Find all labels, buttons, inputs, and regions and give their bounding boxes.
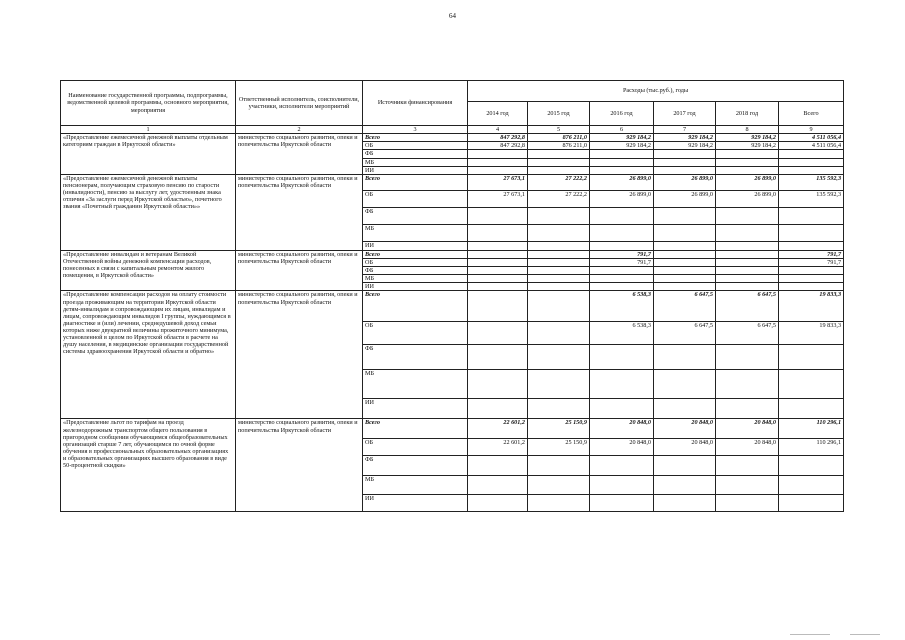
amount-cell [468,224,528,241]
amount-cell [468,241,528,250]
amount-cell [590,283,654,291]
amount-cell [716,250,779,258]
amount-cell [654,370,716,399]
amount-cell [716,345,779,370]
amount-cell: 6 538,3 [590,291,654,322]
amount-cell [590,495,654,512]
amount-cell: 26 899,0 [590,174,654,190]
amount-cell [528,283,590,291]
amount-cell [716,258,779,266]
measure-name: «Предоставление инвалидам и ветеранам Великой Отечественной войны денежной компенсации расходов, понесенных в связи с капитальным ремонтом жилого помещения, в Иркутской области» [61,250,236,291]
amount-cell [528,241,590,250]
header-executor: Ответственный исполнитель, соисполнители, участники, исполнители мероприятий [236,81,363,126]
total-cell [779,166,844,174]
column-number: 8 [716,126,779,134]
amount-cell [654,158,716,166]
funding-source: ИИ [363,241,468,250]
funding-source: ФБ [363,345,468,370]
amount-cell [590,166,654,174]
amount-cell [590,224,654,241]
amount-cell [716,150,779,158]
amount-cell [654,283,716,291]
amount-cell [654,267,716,275]
amount-cell [716,476,779,495]
funding-source: Всего [363,134,468,142]
amount-cell [468,291,528,322]
amount-cell [528,267,590,275]
total-cell [779,476,844,495]
amount-cell: 6 647,5 [654,322,716,345]
amount-cell: 929 184,2 [716,142,779,150]
amount-cell [716,166,779,174]
total-cell [779,283,844,291]
amount-cell [468,456,528,476]
amount-cell [654,476,716,495]
scan-artifact [790,634,830,635]
table-row [61,291,844,322]
measure-name: «Предоставление ежемесячной денежной выплаты отдельным категориям граждан в Иркутской области» [61,134,236,175]
amount-cell: 25 150,9 [528,439,590,456]
column-number: 6 [590,126,654,134]
amount-cell [654,399,716,419]
total-cell [779,370,844,399]
amount-cell: 929 184,2 [716,134,779,142]
amount-cell [468,150,528,158]
amount-cell: 26 899,0 [716,190,779,207]
amount-cell: 876 211,0 [528,142,590,150]
amount-cell: 929 184,2 [654,134,716,142]
total-cell [779,150,844,158]
total-cell [779,224,844,241]
total-cell: 19 833,3 [779,322,844,345]
total-cell: 135 592,3 [779,190,844,207]
amount-cell [468,250,528,258]
total-cell: 791,7 [779,258,844,266]
amount-cell: 20 848,0 [716,419,779,439]
funding-source: ИИ [363,283,468,291]
amount-cell: 20 848,0 [590,439,654,456]
page-number: 64 [449,12,456,20]
amount-cell: 847 292,8 [468,134,528,142]
amount-cell [468,267,528,275]
funding-source: Всего [363,291,468,322]
amount-cell: 25 150,9 [528,419,590,439]
header-year: 2018 год [716,102,779,126]
amount-cell: 847 292,8 [468,142,528,150]
amount-cell [528,322,590,345]
total-cell [779,267,844,275]
amount-cell [590,370,654,399]
column-number: 5 [528,126,590,134]
amount-cell [590,476,654,495]
amount-cell [654,166,716,174]
amount-cell: 27 222,2 [528,190,590,207]
table-row [61,419,844,439]
amount-cell: 876 211,0 [528,134,590,142]
total-cell [779,399,844,419]
total-cell: 791,7 [779,250,844,258]
amount-cell [528,258,590,266]
total-cell [779,495,844,512]
total-cell: 110 296,1 [779,439,844,456]
funding-source: МБ [363,158,468,166]
total-cell [779,241,844,250]
funding-source: МБ [363,224,468,241]
amount-cell [654,241,716,250]
header-expenses: Расходы (тыс.руб.), годы [468,81,844,102]
amount-cell: 20 848,0 [654,439,716,456]
header-year: 2017 год [654,102,716,126]
column-number: 4 [468,126,528,134]
total-cell: 19 833,3 [779,291,844,322]
amount-cell [468,258,528,266]
amount-cell [528,207,590,224]
amount-cell [528,399,590,419]
header-funding-source: Источники финансирования [363,81,468,126]
total-cell [779,207,844,224]
amount-cell [716,267,779,275]
amount-cell: 791,7 [590,258,654,266]
column-number: 3 [363,126,468,134]
amount-cell: 929 184,2 [654,142,716,150]
amount-cell [654,456,716,476]
amount-cell [528,250,590,258]
amount-cell: 26 899,0 [716,174,779,190]
amount-cell [468,476,528,495]
total-cell [779,456,844,476]
budget-table [60,80,844,512]
funding-source: ФБ [363,267,468,275]
amount-cell [590,158,654,166]
measure-name: «Предоставление льгот по тарифам на проезд железнодорожным транспортом общего пользования в пригородном сообщении обучающимся общеобразовательных организаций старше 7 лет, обучающимся по очной форме обучения в профессиональных образовательных организациях и образовательных организациях высшего образования в виде 50-процентной скидки» [61,419,236,512]
amount-cell [654,345,716,370]
amount-cell [468,166,528,174]
amount-cell: 929 184,2 [590,142,654,150]
header-program-name: Наименование государственной программы, подпрограммы, ведомственной целевой программы, основного мероприятия, мероприятия [61,81,236,126]
amount-cell [468,283,528,291]
funding-source: Всего [363,174,468,190]
amount-cell [716,207,779,224]
funding-source: ФБ [363,150,468,158]
amount-cell [716,283,779,291]
header-total: Всего [779,102,844,126]
amount-cell [468,495,528,512]
amount-cell: 20 848,0 [654,419,716,439]
amount-cell [528,291,590,322]
amount-cell [528,166,590,174]
amount-cell [590,207,654,224]
funding-source: ОБ [363,190,468,207]
measure-executor: министерство социального развития, опеки и попечительства Иркутской области [236,174,363,250]
amount-cell: 26 899,0 [590,190,654,207]
amount-cell [468,275,528,283]
measure-name: «Предоставление компенсации расходов на оплату стоимости проезда проживающим на территории Иркутской области детям-инвалидам и сопровождающим их лицам, инвалидам и лицам, сопровождающим инвалидов I группы, нуждающимся в диагностике и (или) лечении, среднедушевой доход семьи которых ниже двукратной величины прожиточного минимума, установленной в целом по Иркутской области в расчете на душу населения, в медицинские организации государственной системы здравоохранения Иркутской области и обратно» [61,291,236,419]
measure-executor: министерство социального развития, опеки и попечительства Иркутской области [236,250,363,291]
amount-cell: 26 899,0 [654,190,716,207]
table-row [61,134,844,142]
funding-source: ФБ [363,207,468,224]
measure-executor: министерство социального развития, опеки и попечительства Иркутской области [236,291,363,419]
amount-cell [528,476,590,495]
amount-cell [528,275,590,283]
amount-cell [716,399,779,419]
funding-source: ОБ [363,439,468,456]
amount-cell: 6 538,3 [590,322,654,345]
amount-cell [654,150,716,158]
amount-cell [716,275,779,283]
amount-cell: 20 848,0 [590,419,654,439]
amount-cell [654,258,716,266]
funding-source: ИИ [363,166,468,174]
amount-cell: 22 601,2 [468,439,528,456]
amount-cell [528,370,590,399]
amount-cell: 791,7 [590,250,654,258]
amount-cell: 6 647,5 [716,291,779,322]
amount-cell [468,370,528,399]
amount-cell [590,345,654,370]
total-cell: 4 511 056,4 [779,142,844,150]
amount-cell [590,150,654,158]
amount-cell [716,158,779,166]
amount-cell [590,399,654,419]
funding-source: МБ [363,476,468,495]
amount-cell: 26 899,0 [654,174,716,190]
total-cell: 135 592,3 [779,174,844,190]
amount-cell [528,224,590,241]
amount-cell [590,241,654,250]
amount-cell [654,224,716,241]
measure-executor: министерство социального развития, опеки и попечительства Иркутской области [236,134,363,175]
table-row [61,174,844,190]
funding-source: ФБ [363,456,468,476]
amount-cell [468,399,528,419]
amount-cell [590,275,654,283]
amount-cell: 6 647,5 [654,291,716,322]
amount-cell [654,275,716,283]
table-row [61,250,844,258]
funding-source: МБ [363,275,468,283]
amount-cell [468,207,528,224]
amount-cell: 22 601,2 [468,419,528,439]
funding-source: ОБ [363,322,468,345]
column-number: 2 [236,126,363,134]
amount-cell [716,495,779,512]
funding-source: ИИ [363,495,468,512]
funding-source: ОБ [363,258,468,266]
amount-cell [716,241,779,250]
column-number: 1 [61,126,236,134]
amount-cell [528,456,590,476]
amount-cell [590,267,654,275]
total-cell [779,345,844,370]
amount-cell [528,158,590,166]
amount-cell [468,322,528,345]
table-body [61,134,844,512]
amount-cell: 6 647,5 [716,322,779,345]
measure-executor: министерство социального развития, опеки и попечительства Иркутской области [236,419,363,512]
amount-cell [716,370,779,399]
amount-cell [468,158,528,166]
amount-cell [528,150,590,158]
amount-cell: 27 222,2 [528,174,590,190]
total-cell [779,275,844,283]
amount-cell: 929 184,2 [590,134,654,142]
amount-cell [654,250,716,258]
amount-cell [654,495,716,512]
amount-cell [590,456,654,476]
funding-source: Всего [363,250,468,258]
amount-cell [528,495,590,512]
total-cell: 4 511 056,4 [779,134,844,142]
funding-source: Всего [363,419,468,439]
amount-cell [468,345,528,370]
funding-source: МБ [363,370,468,399]
amount-cell: 27 673,1 [468,174,528,190]
header-year: 2014 год [468,102,528,126]
measure-name: «Предоставление ежемесячной денежной выплаты пенсионерам, получающим страховую пенсию по старости (инвалидности), пенсию за выслугу лет, удостоенным знака отличия «За заслуги перед Иркутской областью», почетного звания «Почетный гражданин Иркутской области»» [61,174,236,250]
header-year: 2016 год [590,102,654,126]
funding-source: ОБ [363,142,468,150]
amount-cell [654,207,716,224]
amount-cell [528,345,590,370]
amount-cell [716,224,779,241]
amount-cell: 20 848,0 [716,439,779,456]
scan-artifact [850,634,880,635]
amount-cell [716,456,779,476]
amount-cell: 27 673,1 [468,190,528,207]
column-number: 7 [654,126,716,134]
header-numbers-row [61,126,844,134]
total-cell: 110 296,1 [779,419,844,439]
header-year: 2015 год [528,102,590,126]
column-number: 9 [779,126,844,134]
total-cell [779,158,844,166]
funding-source: ИИ [363,399,468,419]
